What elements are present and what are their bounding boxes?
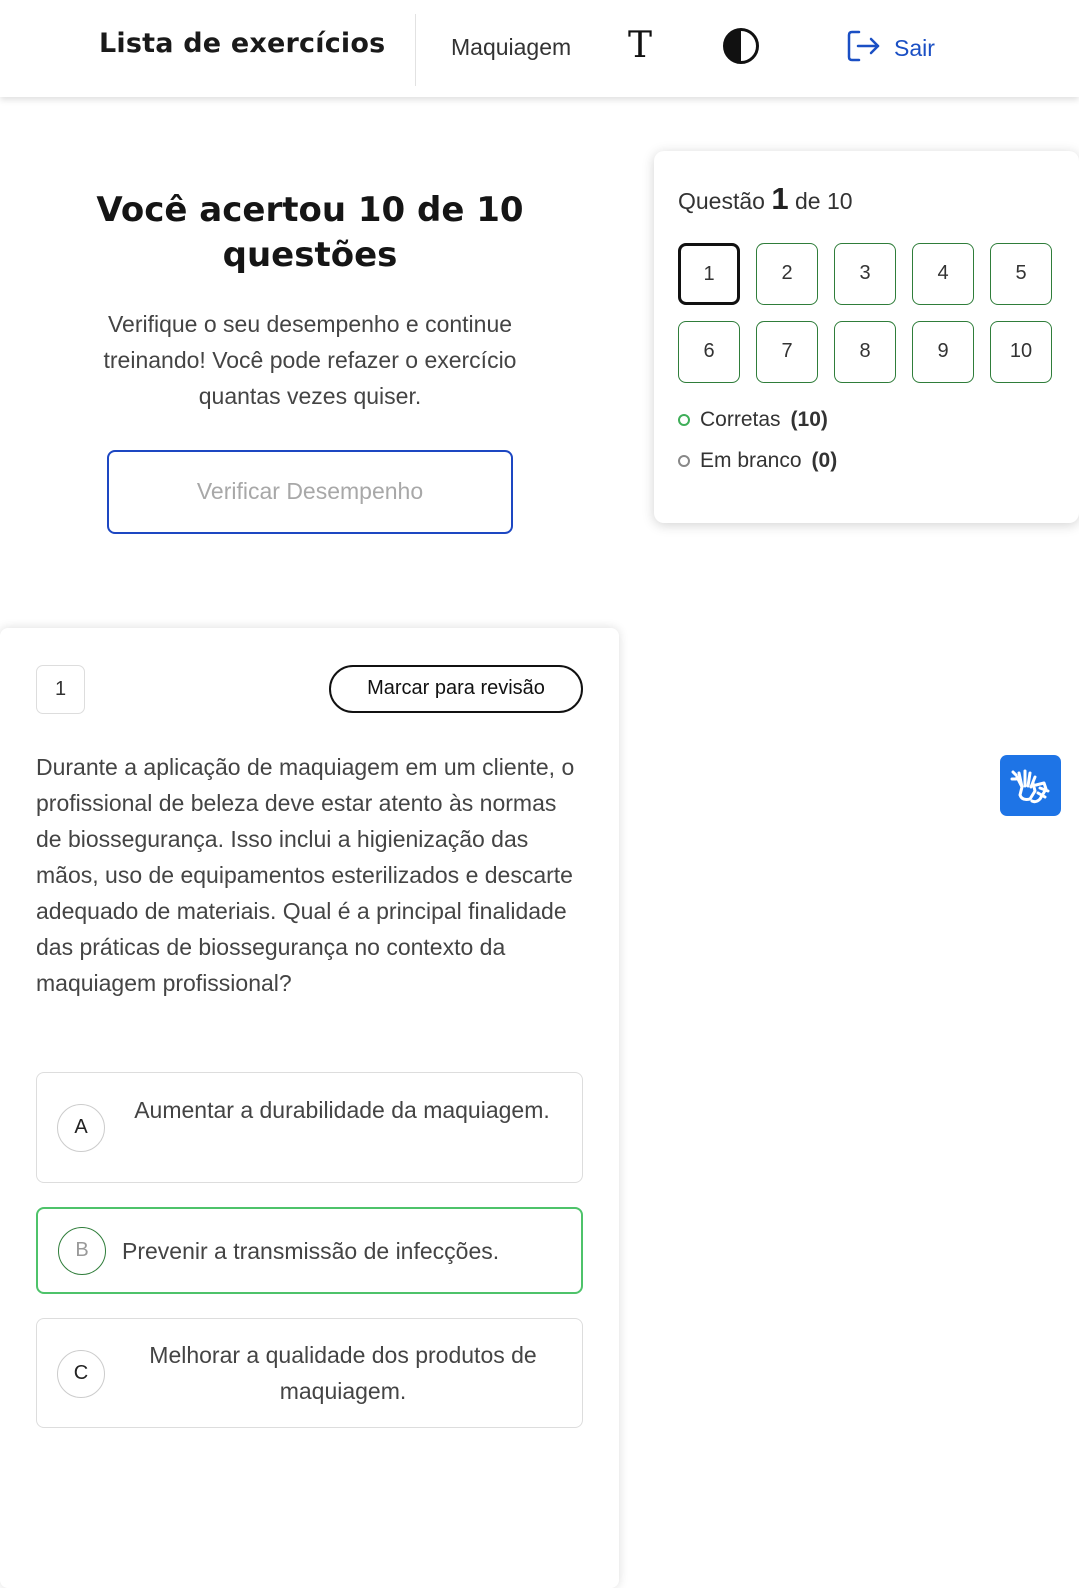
sign-language-button[interactable] [1000,755,1061,816]
logout-button[interactable] [846,30,935,66]
question-grid [678,243,1058,383]
option-letter: C [57,1350,105,1398]
question-button-5[interactable]: 5 [990,243,1052,305]
logout-label: Sair [894,34,935,61]
mark-for-review-button[interactable]: Marcar para revisão [329,665,583,713]
option-text: Aumentar a durabilidade da maquiagem. [134,1097,550,1123]
legend-correct-count: (10) [790,408,828,431]
header-divider [415,14,416,86]
top-header [0,0,1079,97]
answer-option-c[interactable] [36,1318,583,1428]
option-letter: A [57,1104,105,1152]
navigator-title-suffix: de 10 [794,188,853,214]
question-navigator [654,151,1079,523]
question-button-8[interactable]: 8 [834,321,896,383]
course-name: Maquiagem [451,34,572,60]
option-text: Prevenir a transmissão de infecções. [122,1238,500,1264]
legend-correct-label: Corretas [700,408,781,431]
logout-icon [846,29,882,68]
navigator-title-prefix: Questão [678,188,765,214]
question-button-6[interactable]: 6 [678,321,740,383]
sign-language-icon [1000,755,1061,816]
question-text: Durante a aplicação de maquiagem em um cliente, o profissional de beleza deve estar atento às normas de biossegurança. Isso inclui a higienização das mãos, uso de equipamentos esterilizados e descarte adequado de materiais. Qual é a principal finalidade das práticas de biossegurança no contexto da maquiagem profissional? [36,754,575,996]
legend-blank-label: Em branco [700,449,802,472]
option-letter: B [58,1227,106,1275]
font-size-icon[interactable]: T [627,25,652,66]
legend-blank-count: (0) [811,449,838,472]
question-button-4[interactable]: 4 [912,243,974,305]
contrast-icon[interactable] [722,27,760,65]
question-button-2[interactable]: 2 [756,243,818,305]
current-question-number: 1 [771,181,789,216]
legend-blank [678,449,837,473]
question-button-9[interactable]: 9 [912,321,974,383]
question-button-7[interactable]: 7 [756,321,818,383]
navigator-title [678,181,853,217]
question-button-10[interactable]: 10 [990,321,1052,383]
blank-dot-icon [678,455,690,467]
option-text: Melhorar a qualidade dos produtos de maquiagem. [149,1342,537,1404]
legend-correct [678,408,828,432]
question-button-1[interactable]: 1 [678,243,740,305]
answer-option-b[interactable] [36,1207,583,1294]
question-card [0,628,619,1588]
answer-option-a[interactable] [36,1072,583,1183]
question-button-3[interactable]: 3 [834,243,896,305]
result-title: Você acertou 10 de 10 questões [96,190,524,275]
result-description: Verifique o seu desempenho e continue treinando! Você pode refazer o exercício quantas vezes quiser. [103,311,517,409]
page-title: Lista de exercícios [99,28,386,59]
question-number-badge: 1 [36,665,85,714]
correct-dot-icon [678,414,690,426]
verify-performance-button[interactable]: Verificar Desempenho [107,450,513,534]
